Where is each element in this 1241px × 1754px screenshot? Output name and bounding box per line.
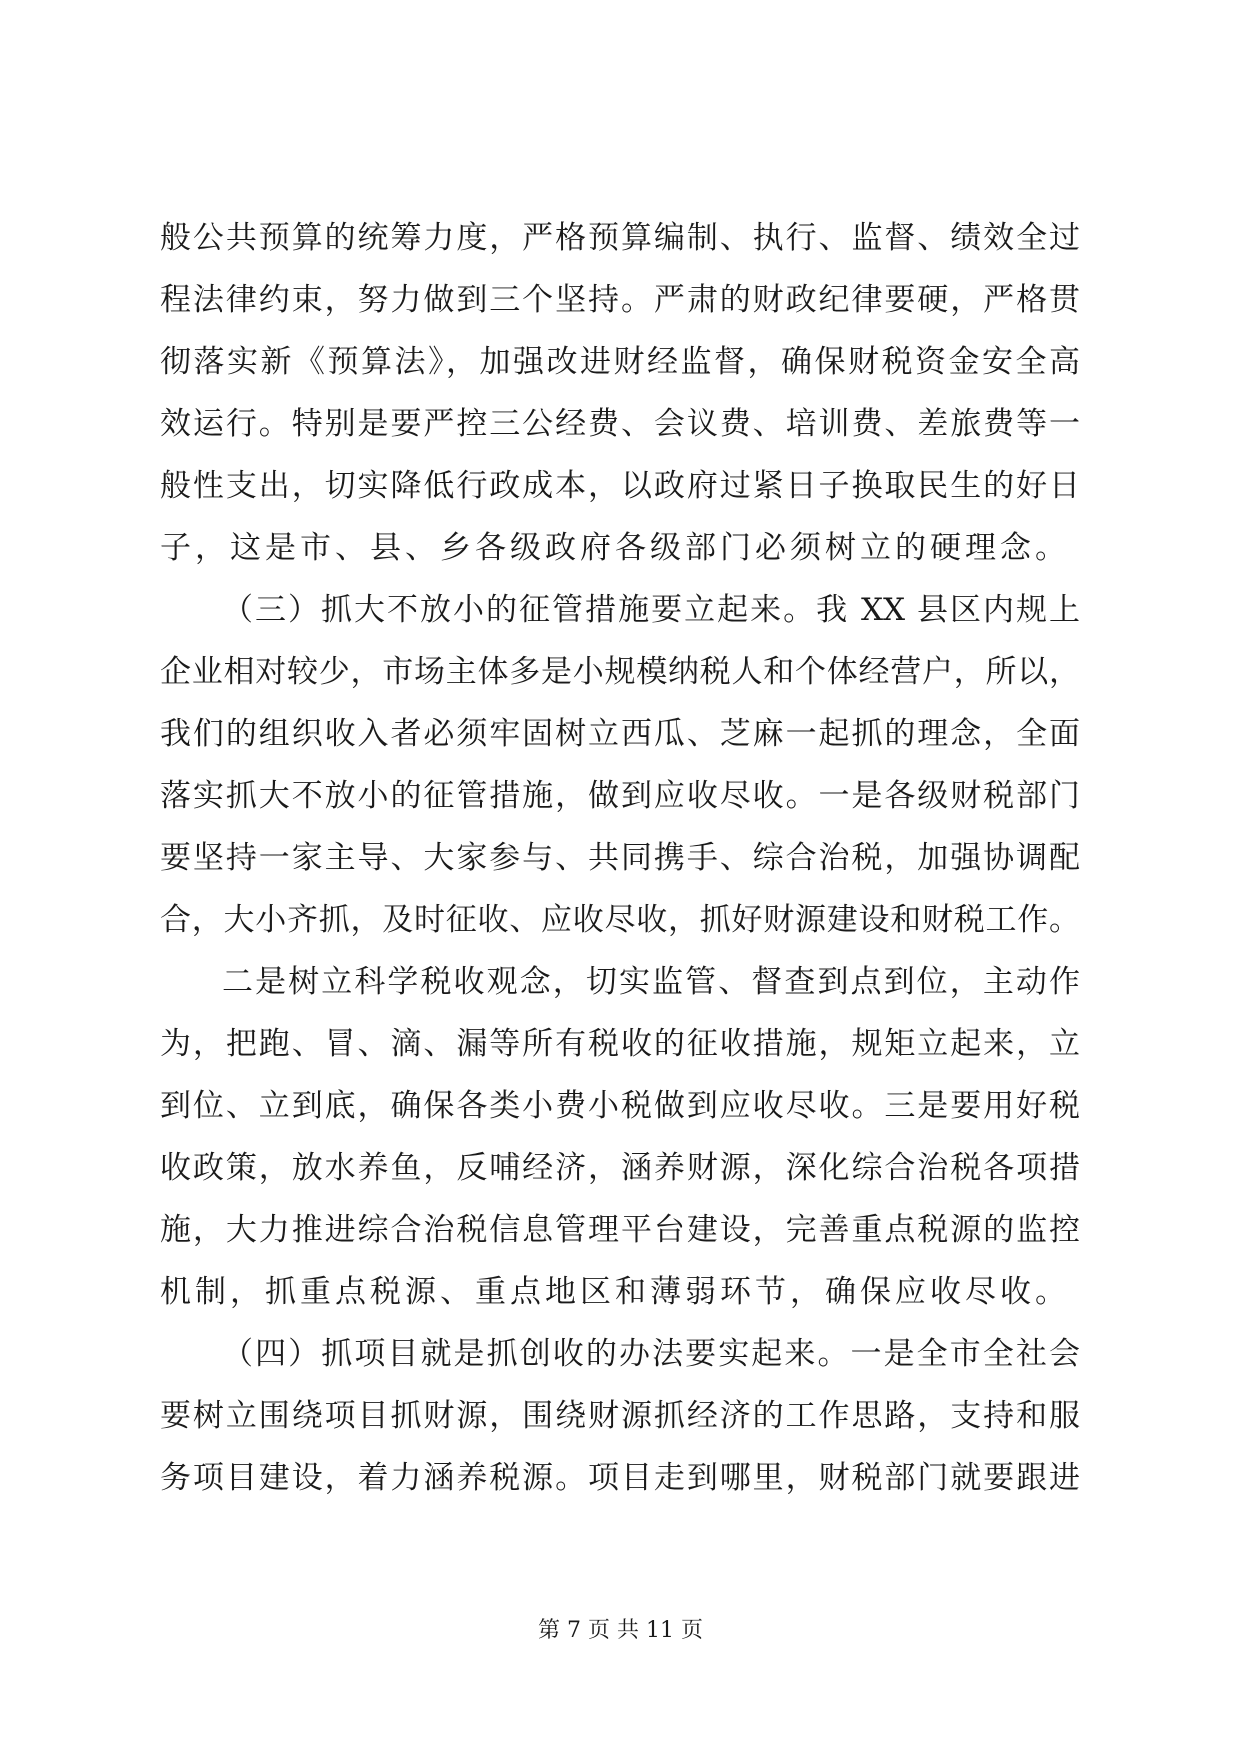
body-line: 彻落实新《预算法》，加强改进财经监督，确保财税资金安全高 xyxy=(160,344,1080,380)
body-line: 般公共预算的统筹力度，严格预算编制、执行、监督、绩效全过 xyxy=(160,220,1080,256)
body-line: 效运行。特别是要严控三公经费、会议费、培训费、差旅费等一 xyxy=(160,406,1080,442)
body-line: 程法律约束，努力做到三个坚持。严肃的财政纪律要硬，严格贯 xyxy=(160,282,1080,318)
body-line: 般性支出，切实降低行政成本，以政府过紧日子换取民生的好日 xyxy=(160,468,1080,504)
body-line: 我们的组织收入者必须牢固树立西瓜、芝麻一起抓的理念，全面 xyxy=(160,716,1080,752)
body-line: 为，把跑、冒、滴、漏等所有税收的征收措施，规矩立起来，立 xyxy=(160,1026,1080,1062)
body-line: 企业相对较少，市场主体多是小规模纳税人和个体经营户，所以， xyxy=(160,654,1080,690)
body-line: 子，这是市、县、乡各级政府各级部门必须树立的硬理念。 xyxy=(160,530,1070,566)
body-line: 收政策，放水养鱼，反哺经济，涵养财源，深化综合治税各项措 xyxy=(160,1150,1080,1186)
body-line: 机制，抓重点税源、重点地区和薄弱环节，确保应收尽收。 xyxy=(160,1274,1070,1310)
body-line: 务项目建设，着力涵养税源。项目走到哪里，财税部门就要跟进 xyxy=(160,1460,1080,1496)
page-number-footer: 第 7 页 共 11 页 xyxy=(538,1618,703,1643)
body-line: 到位、立到底，确保各类小费小税做到应收尽收。三是要用好税 xyxy=(160,1088,1080,1124)
body-line: 合，大小齐抓，及时征收、应收尽收，抓好财源建设和财税工作。 xyxy=(160,902,1080,938)
body-line: 施，大力推进综合治税信息管理平台建设，完善重点税源的监控 xyxy=(160,1212,1080,1248)
body-line: 要树立围绕项目抓财源，围绕财源抓经济的工作思路，支持和服 xyxy=(160,1398,1080,1434)
body-line: 落实抓大不放小的征管措施，做到应收尽收。一是各级财税部门 xyxy=(160,778,1080,814)
body-line: 要坚持一家主导、大家参与、共同携手、综合治税，加强协调配 xyxy=(160,840,1080,876)
section-heading-line: （三）抓大不放小的征管措施要立起来。我 XX 县区内规上 xyxy=(222,592,1080,628)
section-heading-line: （四）抓项目就是抓创收的办法要实起来。一是全市全社会 xyxy=(222,1336,1080,1372)
paragraph-start-line: 二是树立科学税收观念，切实监管、督查到点到位，主动作 xyxy=(222,964,1080,1000)
